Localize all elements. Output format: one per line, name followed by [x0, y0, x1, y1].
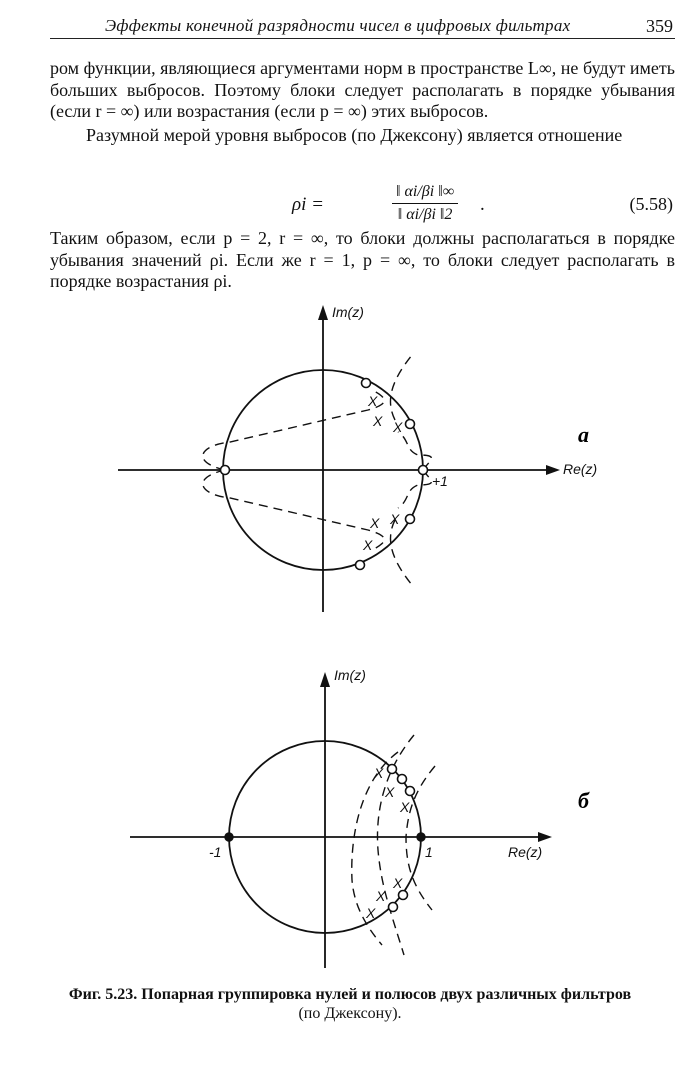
formula-5-58: [50, 183, 675, 227]
running-header: [50, 12, 675, 39]
im-axis-arrow: [318, 305, 328, 320]
re-axis-label: Re(z): [563, 461, 598, 477]
paragraph-2: Разумной мерой уровня выбросов (по Джексону) является отношение: [86, 124, 623, 145]
pole-marker: X: [393, 419, 403, 435]
zero-marker: [406, 787, 415, 796]
endpoint-marker: [225, 833, 233, 841]
zero-marker: [388, 765, 397, 774]
caption-line-1: Фиг. 5.23. Попарная группировка нулей и полюсов двух различных фильтров: [68, 986, 632, 1003]
re-axis-arrow: [538, 832, 552, 842]
pole-marker: X: [376, 888, 386, 904]
pair-contour-3: [398, 432, 431, 470]
pole-marker: X: [374, 765, 384, 781]
im-axis-arrow: [320, 672, 330, 687]
pair-contour-3b: [398, 470, 431, 508]
zero-marker: [362, 379, 371, 388]
text-block-top: [50, 58, 675, 146]
zero-marker: [389, 903, 398, 912]
pole-marker: X: [385, 784, 395, 800]
paragraph-1: ром функции, являющиеся аргументами норм в пространстве L∞, не будут иметь больших выбросов. Поэтому блоки следует располагать в порядке убывания (если r = ∞) или возрастания (если p = ∞) этих выбросов.: [50, 58, 675, 121]
zero-marker: [356, 561, 365, 570]
figure-caption: [30, 985, 670, 1023]
formula-period: .: [480, 194, 485, 215]
formula-fraction: [392, 183, 458, 224]
formula-denominator: ‖ αi/βi ‖2: [397, 206, 453, 223]
text-block-bottom: [50, 228, 675, 293]
im-axis-label: Im(z): [334, 667, 366, 683]
plus-one-label: +1: [432, 473, 448, 489]
formula-numerator: ‖ αi/βi ‖∞: [392, 183, 458, 204]
page-number: 359: [646, 16, 673, 36]
re-axis-label: Re(z): [508, 844, 543, 860]
figure-b-label: б: [578, 788, 589, 813]
pair-contour-1b: [203, 470, 384, 550]
pair-contour-2b: [390, 520, 412, 585]
caption-line-2: (по Джексону).: [298, 1005, 402, 1022]
pole-marker: X: [363, 537, 373, 553]
pole-marker: X: [368, 393, 378, 409]
paragraph-3: Таким образом, если p = 2, r = ∞, то блоки должны располагаться в порядке убывания значений ρi. Если же r = 1, p = ∞, то блоки следует располагать в порядке возрастания ρi.: [50, 228, 675, 291]
one-label: 1: [425, 844, 433, 860]
running-title: Эффекты конечной разрядности чисел в цифровых фильтрах: [105, 16, 571, 35]
zero-marker: [398, 775, 407, 784]
zero-marker: [221, 466, 230, 475]
equation-number: (5.58): [629, 194, 673, 214]
pole-marker: X: [400, 799, 410, 815]
re-axis-arrow: [546, 465, 560, 475]
figure-a-label: a: [578, 422, 589, 447]
zero-marker: [406, 420, 415, 429]
figure-b: [0, 660, 700, 970]
endpoint-marker: [417, 833, 425, 841]
formula-lhs: ρi =: [292, 194, 324, 215]
pole-marker: X: [373, 413, 383, 429]
im-axis-label: Im(z): [332, 304, 364, 320]
pair-contour-1: [203, 390, 384, 470]
pole-marker: X: [370, 515, 380, 531]
zero-marker: [399, 891, 408, 900]
pole-marker: X: [366, 905, 376, 921]
pole-marker: X: [390, 511, 400, 527]
minus-one-label: -1: [209, 844, 222, 860]
pole-marker: X: [393, 875, 403, 891]
figure-a: [0, 295, 700, 625]
zero-marker: [406, 515, 415, 524]
pair-contour-2: [390, 355, 412, 420]
zero-marker: [419, 466, 428, 475]
